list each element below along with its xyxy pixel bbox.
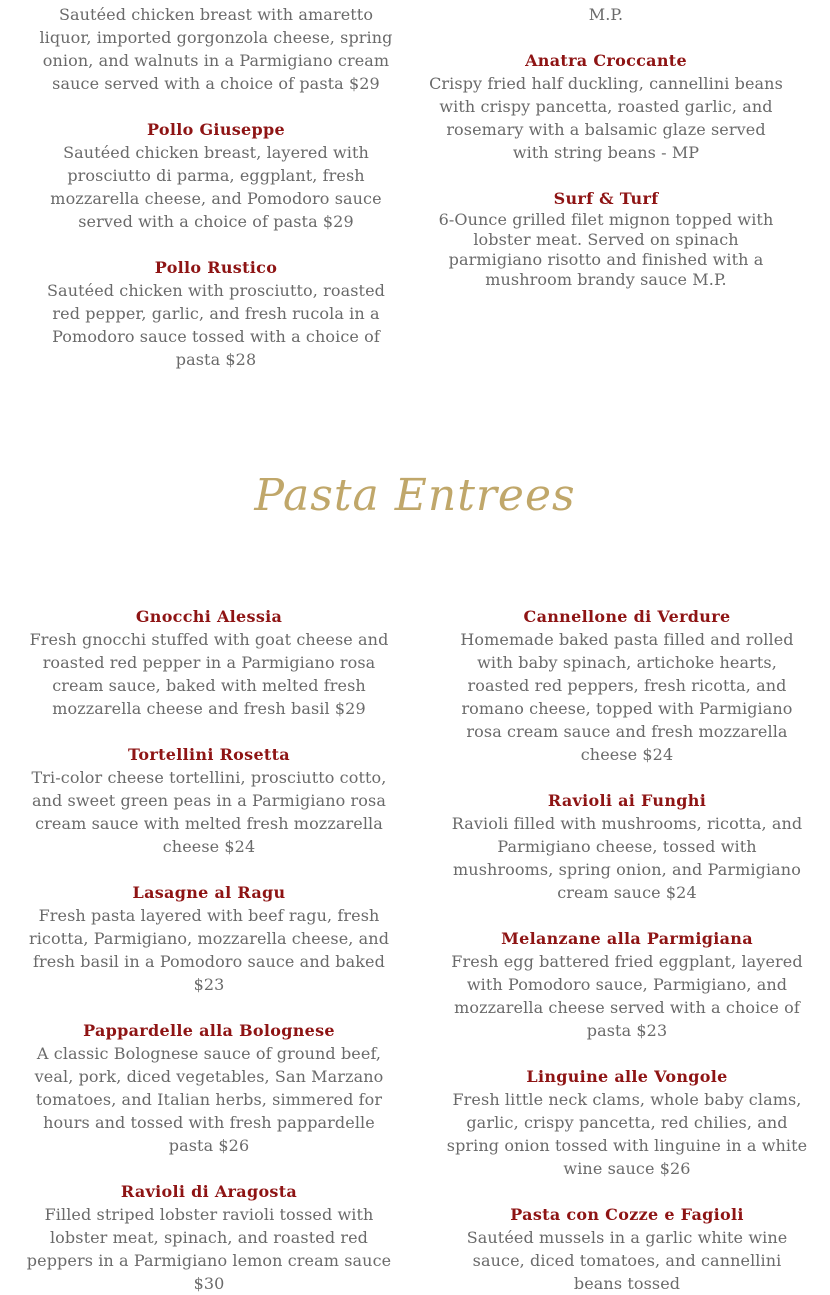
menu-item-description: Sautéed chicken breast, layered with prosciutto di parma, eggplant, fresh mozzarella cheese, and Pomodoro sauce served with a choice of pasta $29: [50, 143, 382, 231]
menu-item: [446, 789, 808, 904]
menu-item: [36, 256, 396, 371]
menu-item: [26, 1019, 392, 1157]
menu-item-name: Pollo Rustico: [154, 258, 278, 277]
menu-item-name: Tortellini Rosetta: [128, 745, 290, 764]
menu-item: [36, 118, 396, 233]
section-title: Pasta Entrees: [254, 470, 576, 521]
menu-item-name: Cannellone di Verdure: [523, 607, 731, 626]
menu-item: [26, 743, 392, 858]
menu-item: [446, 1065, 808, 1180]
menu-item: [446, 1203, 808, 1295]
menu-item-description: Tri-color cheese tortellini, prosciutto cotto, and sweet green peas in a Parmigiano rosa cream sauce with melted fresh mozzarella cheese $24: [31, 768, 387, 856]
pasta-right-column: [446, 605, 808, 1295]
menu-item-description: A classic Bolognese sauce of ground beef, veal, pork, diced vegetables, San Marzano tomatoes, and Italian herbs, simmered for hours and tossed with fresh pappardelle pasta $26: [34, 1044, 384, 1155]
menu-item-name: Lasagne al Ragu: [132, 883, 286, 902]
menu-item: [446, 605, 808, 766]
menu-item: [26, 605, 392, 720]
menu-item-name: Melanzane alla Parmigiana: [501, 929, 753, 948]
menu-item: [426, 49, 786, 164]
menu-item-description: Filled striped lobster ravioli tossed with lobster meat, spinach, and roasted red peppers in a Parmigiano lemon cream sauce $30: [26, 1205, 392, 1293]
menu-item: [446, 927, 808, 1042]
pasta-left-column: [26, 605, 392, 1295]
menu-item: [26, 881, 392, 996]
menu-item-description: Homemade baked pasta filled and rolled with baby spinach, artichoke hearts, roasted red peppers, fresh ricotta, and romano cheese, topped with Parmigiano rosa cream sauce and fresh mozzarella cheese $24: [460, 630, 794, 764]
menu-item-description: Sautéed chicken with prosciutto, roasted red pepper, garlic, and fresh rucola in a Pomodoro sauce tossed with a choice of pasta $28: [47, 281, 385, 369]
menu-item-description: Fresh egg battered fried eggplant, layered with Pomodoro sauce, Parmigiano, and mozzarella cheese served with a choice of pasta $23: [451, 952, 803, 1040]
menu-item-description: Fresh pasta layered with beef ragu, fresh ricotta, Parmigiano, mozzarella cheese, and fresh basil in a Pomodoro sauce and baked $23: [28, 906, 390, 994]
menu-item-description: Ravioli filled with mushrooms, ricotta, and Parmigiano cheese, tossed with mushrooms, spring onion, and Parmigiano cream sauce $24: [451, 814, 803, 902]
entrees-left-column: [36, 3, 396, 371]
menu-item: [26, 1180, 392, 1295]
menu-item-name: Ravioli di Aragosta: [120, 1182, 298, 1201]
menu-item-description: Fresh gnocchi stuffed with goat cheese and roasted red pepper in a Parmigiano rosa cream sauce, baked with melted fresh mozzarella cheese and fresh basil $29: [29, 630, 389, 718]
menu-item-name: Pollo Giuseppe: [147, 120, 285, 139]
menu-item-description: Fresh little neck clams, whole baby clams, garlic, crispy pancetta, red chilies, and spring onion tossed with linguine in a white wine sauce $26: [446, 1090, 808, 1178]
menu-item-name: Linguine alle Vongole: [526, 1067, 728, 1086]
menu-item-name: Anatra Croccante: [525, 51, 687, 70]
menu-item-description: Sautéed chicken breast with amaretto liquor, imported gorgonzola cheese, spring onion, and walnuts in a Parmigiano cream sauce served with a choice of pasta $29: [39, 5, 393, 93]
menu-item: [426, 187, 786, 290]
menu-item-name: Gnocchi Alessia: [135, 607, 283, 626]
menu-item-description: 6-Ounce grilled filet mignon topped with lobster meat. Served on spinach parmigiano risotto and finished with a mushroom brandy sauce M.P.: [438, 210, 774, 289]
menu-item-name: Surf & Turf: [553, 189, 659, 208]
menu-item-description: Sautéed mussels in a garlic white wine sauce, diced tomatoes, and cannellini beans tossed: [466, 1228, 788, 1293]
menu-item-description-tail: M.P.: [588, 5, 624, 24]
menu-item-name: Pappardelle alla Bolognese: [83, 1021, 335, 1040]
menu-item-name: Ravioli ai Funghi: [547, 791, 707, 810]
entrees-right-column: [426, 3, 786, 290]
menu-item-name: Pasta con Cozze e Fagioli: [510, 1205, 744, 1224]
menu-item-description: Crispy fried half duckling, cannellini beans with crispy pancetta, roasted garlic, and rosemary with a balsamic glaze served with string beans - MP: [429, 74, 783, 162]
